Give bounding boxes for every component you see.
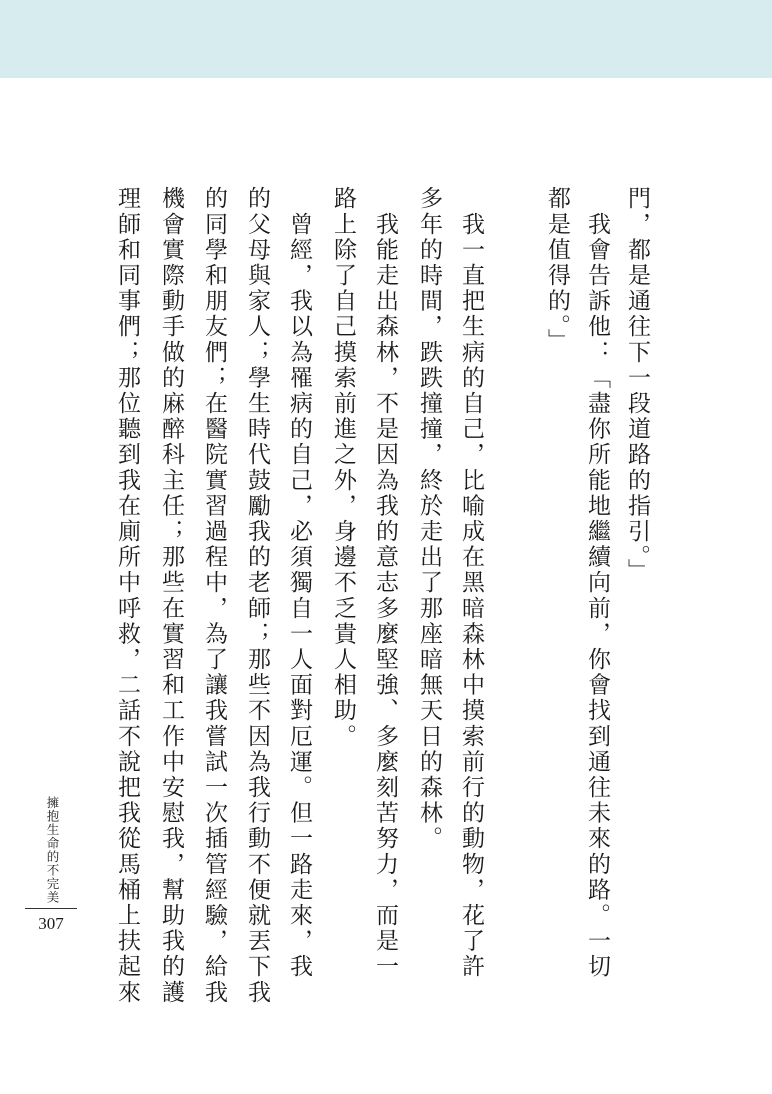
- text-column-8: 曾經，我以為罹病的自己，必須獨自一人面對厄運。但一路走來，我: [286, 186, 312, 980]
- folio-rule: [25, 908, 77, 909]
- text-column-2: 我會告訴他：「盡你所能地繼續向前，你會找到通往未來的路。一切: [584, 186, 610, 980]
- page-number: 307: [38, 914, 64, 933]
- running-title: 擁抱生命的不完美: [45, 796, 60, 904]
- text-column-5: 多年的時間，跌跌撞撞，終於走出了那座暗無天日的森林。: [416, 186, 442, 852]
- text-column-3: 都是值得的。」: [544, 186, 570, 354]
- text-column-1: 門，都是通往下一段道路的指引。」: [624, 186, 650, 585]
- text-column-9: 的父母與家人；學生時代鼓勵我的老師；那些不因為我行動不便就丟下我: [244, 186, 270, 1006]
- text-column-7: 路上除了自己摸索前進之外，身邊不乏貴人相助。: [330, 186, 356, 750]
- text-column-6: 我能走出森林，不是因為我的意志多麼堅強、多麼刻苦努力，而是一: [372, 186, 398, 980]
- text-column-4: 我一直把生病的自己，比喻成在黑暗森林中摸索前行的動物，花了許: [458, 186, 484, 980]
- text-column-10: 的同學和朋友們；在醫院實習過程中，為了讓我嘗試一次插管經驗，給我: [201, 186, 227, 1006]
- text-column-12: 理師和同事們；那位聽到我在廁所中呼救，二話不說把我從馬桶上扶起來: [114, 186, 140, 1006]
- text-column-11: 機會實際動手做的麻醉科主任；那些在實習和工作中安慰我，幫助我的護: [158, 186, 184, 1006]
- header-band: [0, 0, 772, 78]
